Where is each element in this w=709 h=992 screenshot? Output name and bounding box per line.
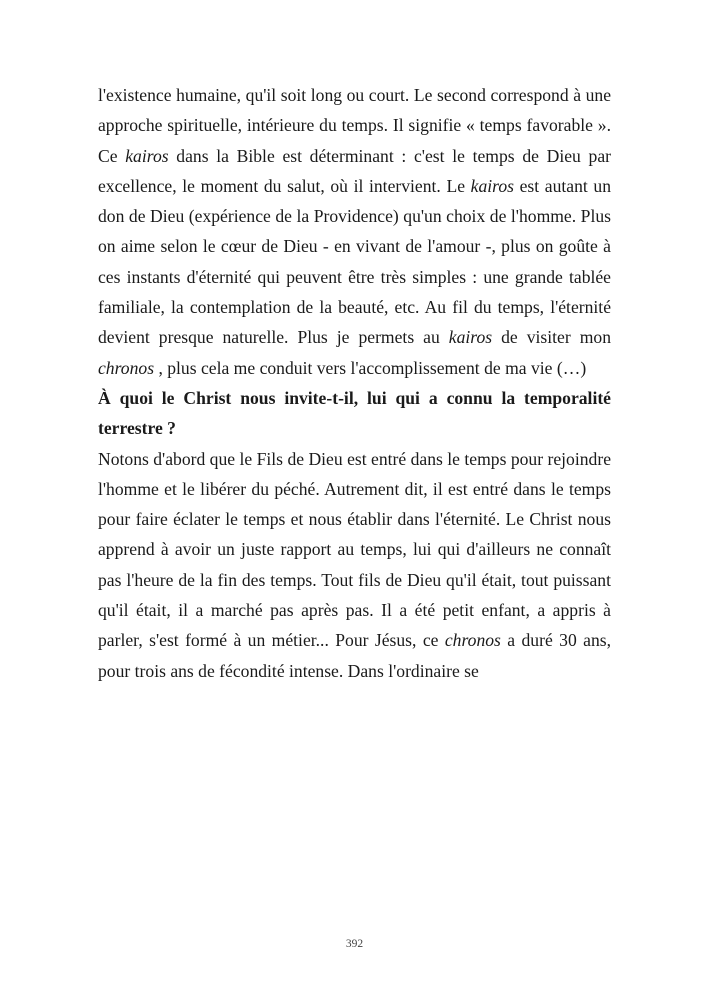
text-run: de visiter mon [492, 327, 611, 348]
italic-term-kairos-1: kairos [125, 145, 169, 166]
text-run: dans la Bible est déterminant : c'est le temps de Dieu par excellence, le moment du salut, où il intervient. Le [98, 145, 611, 196]
italic-term-chronos-2: chronos [444, 630, 501, 651]
page-number: 392 [345, 938, 364, 950]
section-heading: À quoi le Christ nous invite-t-il, lui qui a connu la temporalité terrestre ? [98, 387, 611, 439]
text-run: a duré 30 ans, pour trois ans de fécondité intense. Dans l'ordinaire se [98, 630, 611, 681]
page-body [98, 80, 611, 686]
paragraph-christ-temps [98, 444, 611, 686]
text-run: Notons d'abord que le Fils de Dieu est entré dans le temps pour rejoindre l'homme et le libérer du péché. Autrement dit, il est entré dans le temps pour faire éclater le temps et nous établir dans l'éternité. Le Christ nous apprend à avoir un juste rapport au temps, lui qui d'ailleurs ne connaît pas l'heure de la fin des temps. Tout fils de Dieu qu'il était, tout puissant qu'il était, il a marché pas après pas. Il a été petit enfant, a appris à parler, s'est formé à un métier... Pour Jésus, ce [98, 448, 611, 651]
text-run: l'existence humaine, qu'il soit long ou court. Le second correspond à une approche spirituelle, intérieure du temps. Il signifie « temps favorable ». Ce [98, 85, 611, 166]
text-run: , plus cela me conduit vers l'accomplissement de ma vie (…) [154, 357, 587, 378]
paragraph-chronos-kairos [98, 80, 611, 383]
italic-term-chronos-1: chronos [98, 357, 155, 378]
text-run: est autant un don de Dieu (expérience de la Providence) qu'un choix de l'homme. Plus on aime selon le cœur de Dieu - en vivant de l'amour -, plus on goûte à ces instants d'éternité qui peuvent être très simples : une grande tablée familiale, la contemplation de la beauté, etc. Au fil du temps, l'éternité devient presque naturelle. Plus je permets au [98, 175, 612, 348]
italic-term-kairos-2: kairos [470, 175, 514, 196]
italic-term-kairos-3: kairos [448, 327, 493, 348]
